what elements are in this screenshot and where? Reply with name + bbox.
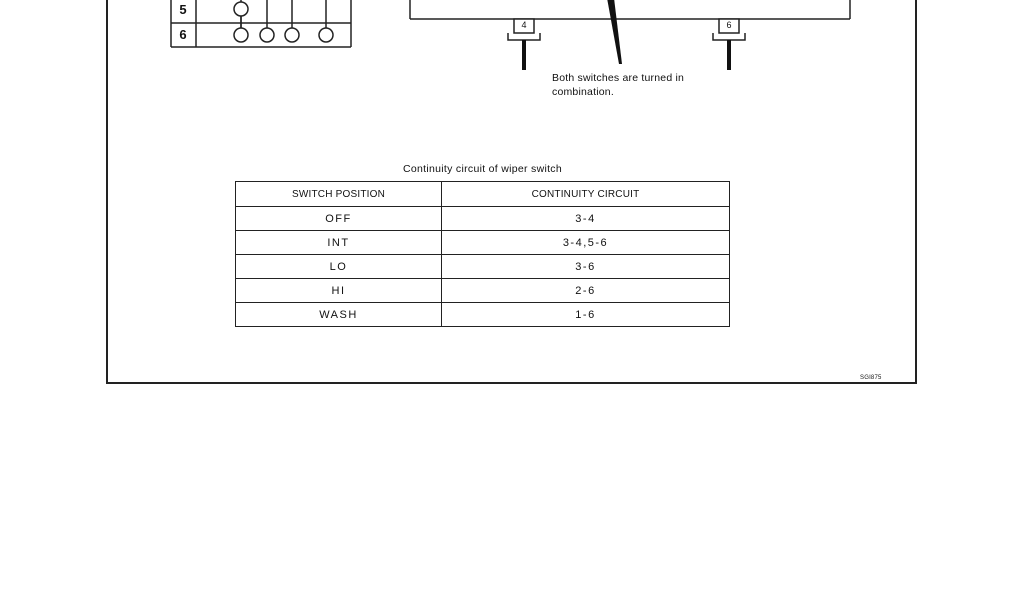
continuity-circle [285, 28, 299, 42]
continuity-circle [234, 2, 248, 16]
cell-continuity-circuit: 2-6 [442, 279, 730, 303]
cell-continuity-circuit: 3-4,5-6 [442, 231, 730, 255]
cell-switch-position: INT [236, 231, 442, 255]
cell-switch-position: WASH [236, 303, 442, 327]
caption-line: Both switches are turned in [552, 72, 685, 84]
pin-label: 6 [179, 27, 187, 42]
cell-switch-position: HI [236, 279, 442, 303]
combination-pointer [607, 0, 622, 64]
table-header-row [236, 182, 730, 207]
table-row [236, 207, 730, 231]
cell-continuity-circuit: 3-4 [442, 207, 730, 231]
connector-chart [168, 0, 358, 50]
terminal-bracket-left [508, 33, 540, 40]
switch-wiring-diagram [400, 0, 860, 72]
cell-switch-position: OFF [236, 207, 442, 231]
figure-code: SGI875 [860, 375, 882, 381]
pin-label: 5 [179, 2, 187, 17]
continuity-circle [260, 28, 274, 42]
continuity-table [235, 181, 730, 327]
header-switch-position: SWITCH POSITION [236, 182, 442, 207]
header-continuity-circuit: CONTINUITY CIRCUIT [442, 182, 730, 207]
cell-continuity-circuit: 1-6 [442, 303, 730, 327]
table-row [236, 231, 730, 255]
cell-switch-position: LO [236, 255, 442, 279]
terminal-bracket-right [713, 33, 745, 40]
diagram-caption [552, 71, 684, 99]
continuity-circle [319, 28, 333, 42]
table-row [236, 303, 730, 327]
table-row [236, 255, 730, 279]
continuity-circle [234, 28, 248, 42]
terminal-label-right: 6 [726, 20, 732, 30]
table-row [236, 279, 730, 303]
table-title: Continuity circuit of wiper switch [403, 163, 562, 175]
terminal-label-left: 4 [521, 20, 527, 30]
caption-line: combination. [552, 86, 614, 98]
cell-continuity-circuit: 3-6 [442, 255, 730, 279]
